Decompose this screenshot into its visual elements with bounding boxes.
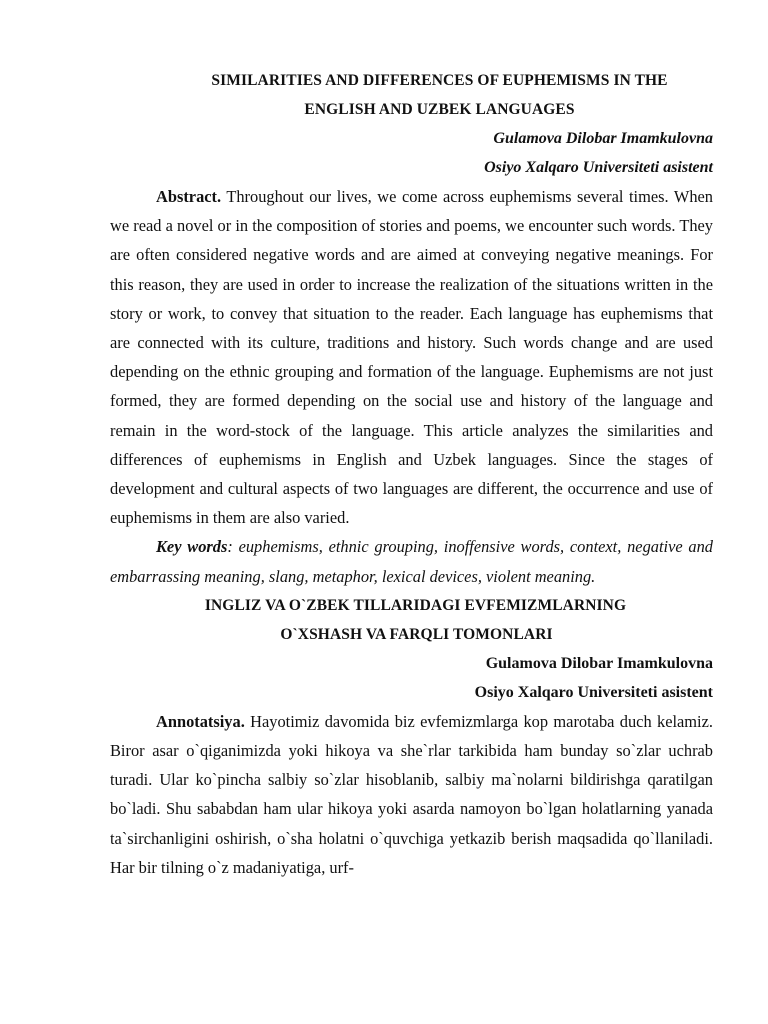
english-abstract [110, 182, 713, 532]
abstract-label: Abstract. [156, 187, 222, 206]
annotatsiya-label: Annotatsiya. [156, 711, 245, 731]
keywords-text: : euphemisms, ethnic grouping, inoffensive words, context, negative and embarrassing meaning, slang, metaphor, lexical devices, violent meaning. [110, 537, 713, 586]
uzbek-abstract [110, 707, 713, 882]
uzbek-affiliation: Osiyo Xalqaro Universiteti asistent [474, 683, 713, 701]
annotatsiya-text: Hayotimiz davomida biz evfemizmlarga kop marotaba duch kelamiz. Biror asar o`qiganimizda yoki hikoya va she`rlar tarkibida ham bunday so`zlar uchrab turadi. Ular ko`pincha salbiy so`zlar hisoblanib, salbiy ma`nolarni bildirishga qaratilgan bo`ladi. Shu sababdan ham ular hikoya yoki asarda namoyon bo`lgan holatlarning yanada ta`sirchanligini oshirish, o`sha holatni o`quvchiga yetkazib berish maqsadida qo`llaniladi. Har bir tilning o`z madaniyatiga, urf- [110, 711, 713, 877]
english-keywords [110, 532, 713, 590]
keywords-label: Key words [156, 537, 228, 557]
uzbek-title-line-1: INGLIZ VA O`ZBEK TILLARIDAGI EVFEMIZMLARNING [204, 596, 627, 614]
english-title-line-2: ENGLISH AND UZBEK LANGUAGES [304, 101, 575, 118]
abstract-text: Throughout our lives, we come across euphemisms several times. When we read a novel or in the composition of stories and poems, we encounter such words. They are often considered negative words and are aimed at conveying negative meanings. For this reason, they are used in order to increase the realization of the situations written in the story or work, to convey that situation to the reader. Each language has euphemisms that are connected with its culture, traditions and history. Such words change and are used depending on the ethnic grouping and formation of the language. Euphemisms are not just formed, they are formed depending on the social use and history of the language and remain in the word-stock of the language. This article analyzes the similarities and differences of euphemisms in English and Uzbek languages. Since the stages of development and cultural aspects of two languages are different, the occurrence and use of euphemisms in them are also varied. [110, 187, 713, 528]
english-affiliation: Osiyo Xalqaro Universiteti asistent [484, 159, 713, 176]
english-author: Gulamova Dilobar Imamkulovna [493, 130, 713, 147]
uzbek-title-line-2: O`XSHASH VA FARQLI TOMONLARI [280, 625, 553, 643]
document-page [110, 66, 713, 882]
english-title-line-1: SIMILARITIES AND DIFFERENCES OF EUPHEMISMS IN THE [211, 72, 668, 89]
uzbek-author: Gulamova Dilobar Imamkulovna [485, 654, 713, 672]
